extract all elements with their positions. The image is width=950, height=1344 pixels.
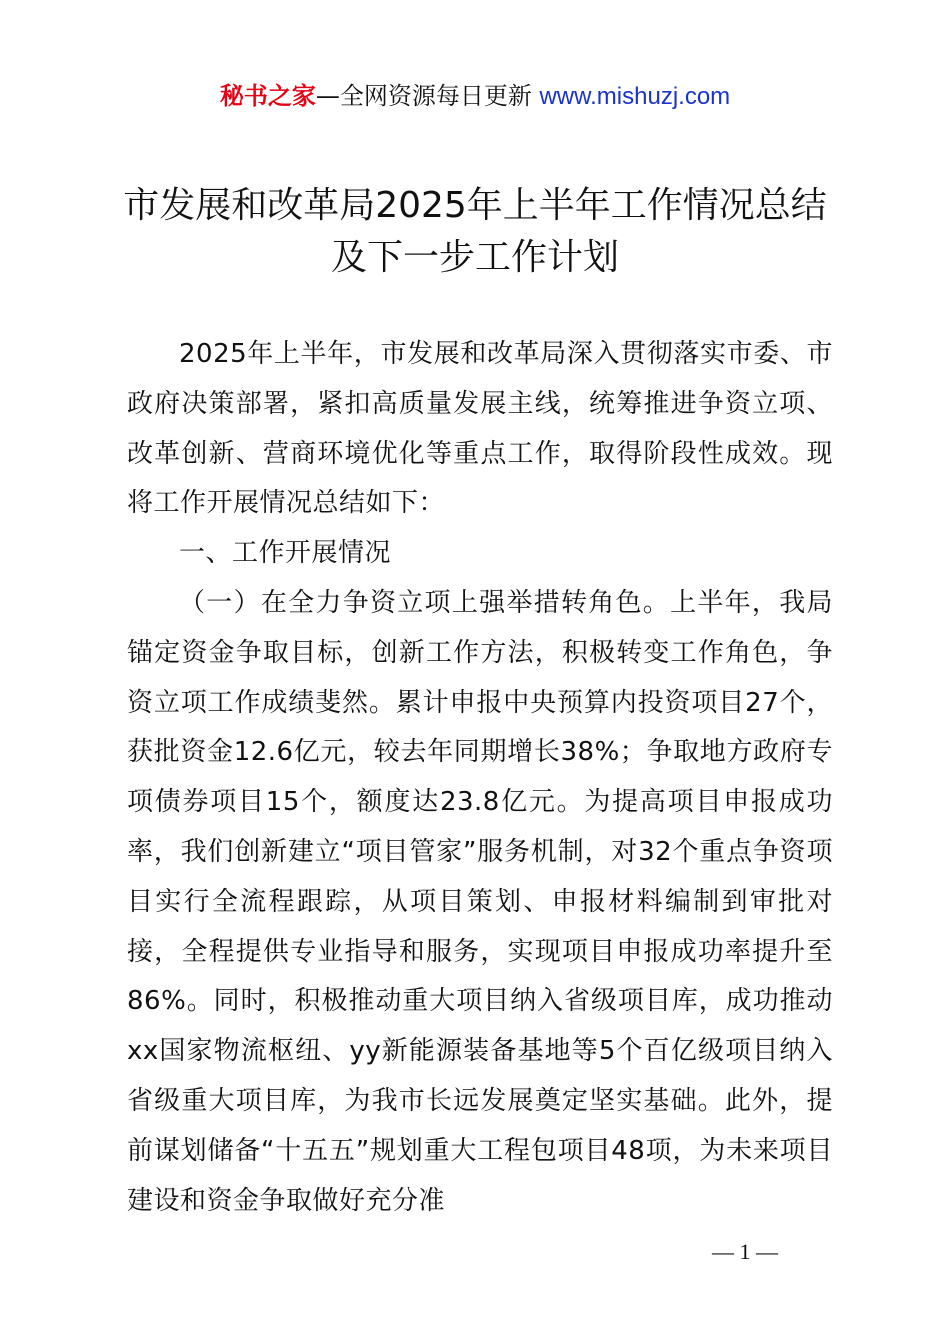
section-heading: 一、工作开展情况 xyxy=(179,538,392,569)
header-slogan: —全网资源每日更新 xyxy=(315,82,532,110)
title-line-1: 市发展和改革局2025年上半年工作情况总结 xyxy=(123,185,827,226)
header-brand: 秘书之家 xyxy=(219,82,316,110)
title-line-2: 及下一步工作计划 xyxy=(330,237,619,278)
site-watermark-header xyxy=(0,80,950,113)
document-body xyxy=(127,330,833,1216)
page-number: — 1 — xyxy=(712,1239,778,1264)
header-url-link[interactable]: www.mishuzj.com xyxy=(539,83,731,110)
intro-paragraph: 2025年上半年，市发展和改革局深入贯彻落实市委、市政府决策部署，紧扣高质量发展主线，统筹推进争资立项、改革创新、营商环境优化等重点工作，取得阶段性成效。现将工作开展情况总结如下： xyxy=(127,339,833,519)
subsection-paragraph: （一）在全力争资立项上强举措转角色。上半年，我局锚定资金争取目标，创新工作方法，积极转变工作角色，争资立项工作成绩斐然。累计申报中央预算内投资项目27个，获批资金12.6亿元，较去年同期增长38%；争取地方政府专项债券项目15个，额度达23.8亿元。为提高项目申报成功率，我们创新建立“项目管家”服务机制，对32个重点争资项目实行全流程跟踪，从项目策划、申报材料编制到审批对接，全程提供专业指导和服务，实现项目申报成功率提升至86%。同时，积极推动重大项目纳入省级项目库，成功推动xx国家物流枢纽、yy新能源装备基地等5个百亿级项目纳入省级重大项目库，为我市长远发展奠定坚实基础。此外，提前谋划储备“十五五”规划重大工程包项目48项，为未来项目建设和资金争取做好充分准 xyxy=(127,587,833,1216)
document-title xyxy=(0,180,950,284)
